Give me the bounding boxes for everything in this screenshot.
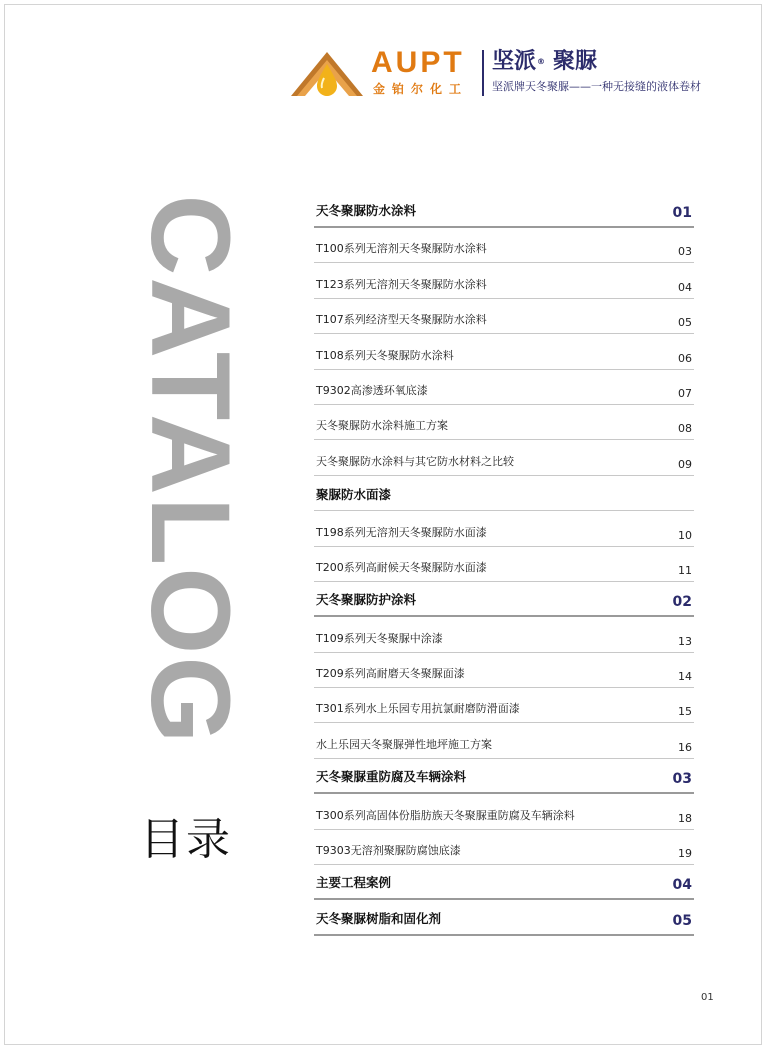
toc-section-row[interactable]: [314, 477, 694, 511]
toc-entry-page: 07: [678, 386, 692, 400]
toc-section-row[interactable]: [314, 194, 694, 228]
toc-entry-page: 05: [678, 316, 692, 330]
logo-text-en: AUPT: [371, 46, 465, 79]
header: [285, 44, 725, 104]
toc-entry-row[interactable]: [314, 371, 694, 405]
toc-entry-row[interactable]: [314, 689, 694, 723]
toc-entry-page: 16: [678, 740, 692, 754]
toc-entry-row[interactable]: [314, 406, 694, 440]
toc-entry-title: 天冬聚脲防水涂料施工方案: [316, 419, 448, 433]
toc-entry-row[interactable]: [314, 336, 694, 370]
toc-entry-title: 天冬聚脲重防腐及车辆涂料: [316, 769, 467, 785]
toc-entry-row[interactable]: [314, 548, 694, 582]
toc-entry-row[interactable]: [314, 265, 694, 299]
logo-text-cn: 金铂尔化工: [373, 82, 469, 96]
toc-entry-row[interactable]: [314, 796, 694, 830]
brand-slogan: 坚派牌天冬聚脲——一种无接缝的液体卷材: [492, 80, 701, 93]
toc-section-row[interactable]: [314, 760, 694, 794]
toc-entry-title: 天冬聚脲树脂和固化剂: [316, 910, 442, 926]
brand-name-2: 聚脲: [553, 49, 598, 74]
logo-divider: [482, 50, 484, 96]
toc-entry-row[interactable]: [314, 725, 694, 759]
toc-entry-page: 02: [672, 594, 692, 611]
toc-entry-title: T301系列水上乐园专用抗氯耐磨防滑面漆: [316, 702, 520, 716]
logo-drop-icon: [289, 48, 365, 98]
toc-entry-page: 03: [678, 245, 692, 259]
catalog-wrap: [128, 140, 253, 800]
toc-entry-page: 05: [672, 912, 692, 929]
toc-section-row[interactable]: [314, 902, 694, 936]
toc-entry-row[interactable]: [314, 831, 694, 865]
toc-section-row[interactable]: [314, 866, 694, 900]
toc-entry-page: 18: [678, 811, 692, 825]
toc-entry-page: 19: [678, 847, 692, 861]
toc-entry-title: T100系列无溶剂天冬聚脲防水涂料: [316, 242, 487, 256]
toc-entry-title: T108系列天冬聚脲防水涂料: [316, 348, 454, 362]
catalog-word: CATALOG: [128, 194, 253, 746]
toc-section-row[interactable]: [314, 583, 694, 617]
toc-entry-page: 13: [678, 634, 692, 648]
toc-entry-title: T200系列高耐候天冬聚脲防水面漆: [316, 560, 487, 574]
toc-entry-title: 水上乐园天冬聚脲弹性地坪施工方案: [316, 737, 492, 751]
toc-entry-page: 14: [678, 670, 692, 684]
toc-entry-title: T209系列高耐磨天冬聚脲面漆: [316, 667, 465, 681]
toc-heading: 目录: [140, 814, 232, 865]
brand-name: [492, 49, 597, 75]
toc-entry-page: 09: [678, 457, 692, 471]
registered-mark: ®: [537, 57, 546, 66]
toc-entry-page: 06: [678, 351, 692, 365]
toc-entry-row[interactable]: [314, 229, 694, 263]
brand-name-1: 坚派: [492, 49, 537, 74]
toc-entry-page: 04: [678, 280, 692, 294]
toc-entry-title: 天冬聚脲防护涂料: [316, 592, 417, 608]
toc-entry-title: T123系列无溶剂天冬聚脲防水涂料: [316, 277, 487, 291]
toc-entry-title: 聚脲防水面漆: [316, 487, 392, 503]
toc-entry-title: 天冬聚脲防水涂料: [316, 203, 417, 218]
toc-entry-page: 11: [678, 563, 692, 577]
toc-entry-title: T198系列无溶剂天冬聚脲防水面漆: [316, 525, 487, 539]
page-number: 01: [701, 992, 714, 1003]
toc-entry-page: 03: [672, 771, 692, 788]
toc-entry-title: T300系列高固体份脂肪族天冬聚脲重防腐及车辆涂料: [316, 808, 575, 822]
toc-entry-page: 10: [678, 528, 692, 542]
toc-entry-title: 主要工程案例: [316, 875, 392, 891]
table-of-contents: [314, 194, 694, 937]
toc-entry-title: T107系列经济型天冬聚脲防水涂料: [316, 313, 487, 327]
toc-entry-row[interactable]: [314, 442, 694, 476]
toc-entry-title: T9302高渗透环氧底漆: [316, 383, 428, 397]
toc-entry-page: 01: [672, 205, 692, 221]
toc-entry-row[interactable]: [314, 513, 694, 547]
toc-entry-row[interactable]: [314, 619, 694, 653]
toc-entry-title: T9303无溶剂聚脲防腐蚀底漆: [316, 844, 461, 858]
toc-entry-page: 15: [678, 705, 692, 719]
toc-entry-title: T109系列天冬聚脲中涂漆: [316, 631, 443, 645]
toc-entry-row[interactable]: [314, 300, 694, 334]
toc-entry-title: 天冬聚脲防水涂料与其它防水材料之比较: [316, 454, 514, 468]
toc-entry-page: 04: [672, 877, 692, 894]
toc-entry-row[interactable]: [314, 654, 694, 688]
toc-entry-page: 08: [678, 422, 692, 436]
